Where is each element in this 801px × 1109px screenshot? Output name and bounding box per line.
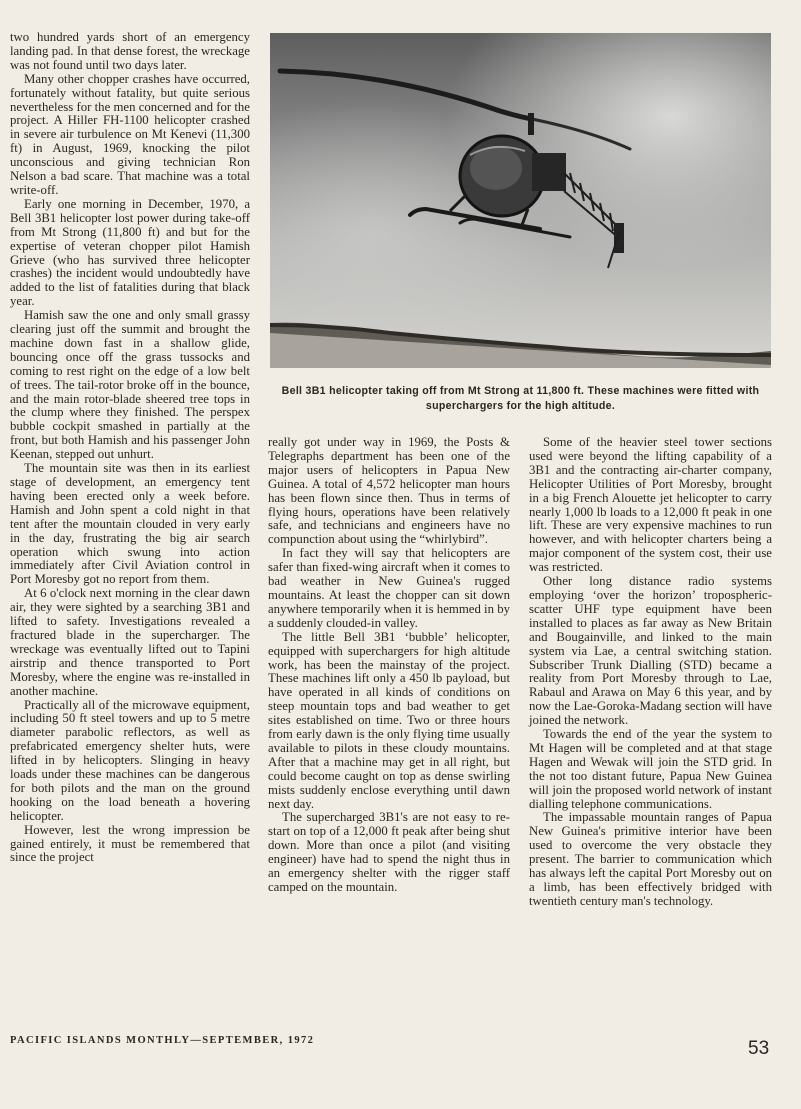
paragraph: The little Bell 3B1 ‘bubble’ helicopter, equipped with superchargers for high altitude work, has been the mainstay of the project. These machines lift only a 450 lb payload, but have operated in all kinds of conditions on steep mountain tops and bad weather to get sites established on time. Two or three hours from early dawn is the only flying time usually available to pilots in these cloudy mountains. After that a machine may get in all right, but could become caught on top as dense swirling mists suddenly enclose everything until dawn next day. bbox=[268, 629, 510, 811]
paragraph: two hundred yards short of an emergency landing pad. In that dense forest, the wreckage was not found until two days later. bbox=[10, 30, 250, 72]
paragraph: Early one morning in December, 1970, a Bell 3B1 helicopter lost power during take-off from Mt Strong (11,800 ft) and but for the expertise of veteran chopper pilot Hamish Grieve (who has survived three helicopter crashes) the incident would undoubtedly have added to the list of fatalities during that black year. bbox=[10, 196, 250, 309]
paragraph: The supercharged 3B1's are not easy to re-start on top of a 12,000 ft peak after being shut down. More than once a pilot (and visiting engineer) have had to spend the night thus in an emergency shelter with the rigger staff camped on the mountain. bbox=[268, 810, 510, 894]
paragraph: Hamish saw the one and only small grassy clearing just off the summit and brought the machine down fast in a shallow glide, bouncing once off the grass tussocks and coming to rest right on the edge of a low belt of trees. The tail-rotor broke off in the bounce, and the main rotor-blade sheered tree tops in the clump where they finished. The perspex bubble cockpit smashed in partially at the front, but both Hamish and his passenger John Keenan, stepped out unhurt. bbox=[10, 308, 250, 462]
paragraph: However, lest the wrong impression be gained entirely, it must be remembered that since the project bbox=[10, 822, 250, 865]
paragraph: Many other chopper crashes have occurred, fortunately without fatality, but quite serious nevertheless for the men concerned and for the project. A Hiller FH-1100 helicopter crashed in severe air turbulence on Mt Kenevi (11,300 ft) in August, 1969, knocking the pilot unconscious and giving technician Ron Nelson a bad scare. That machine was a total write-off. bbox=[10, 71, 250, 197]
magazine-footer: PACIFIC ISLANDS MONTHLY—SEPTEMBER, 1972 bbox=[10, 1035, 315, 1046]
paragraph: Towards the end of the year the system to Mt Hagen will be completed and at that stage Hagen and Wewak will join the STD grid. In the not too distant future, Papua New Guinea will join the proposed world network of instant dialling telephone communications. bbox=[529, 727, 772, 811]
paragraph: Practically all of the microwave equipment, including 50 ft steel towers and up to 5 metre diameter parabolic reflectors, as well as prefabricated emergency shelter huts, were lifted in by helicopters. Slinging in heavy loads under these machines can be dangerous for both pilots and the man on the ground hooking on the load beneath a hovering helicopter. bbox=[10, 697, 250, 823]
column-3 bbox=[529, 436, 772, 909]
paragraph: The impassable mountain ranges of Papua New Guinea's primitive interior have been used to overcome the very obstacle they present. The barrier to communication which has always left the capital Port Moresby out on a limb, has been effectively bridged with twentieth century man's technology. bbox=[529, 810, 772, 908]
photo-caption: Bell 3B1 helicopter taking off from Mt Strong at 11,800 ft. These machines were fitted with superchargers for the high altitude. bbox=[281, 385, 760, 412]
helicopter-photo bbox=[270, 33, 771, 368]
page-number: 53 bbox=[748, 1038, 770, 1059]
paragraph: really got under way in 1969, the Posts & Telegraphs department has been one of the major users of helicopters in Papua New Guinea. A total of 4,572 helicopter man hours has been flown since then. Thus in terms of flying hours, operations have been relatively safe, and technicians and engineers have no compunction about using the “whirlybird”. bbox=[268, 435, 510, 547]
paragraph: Other long distance radio systems employing ‘over the horizon’ tropospheric-scatter UHF type equipment have been installed to places as far away as New Britain and Bougainville, and linked to the main system via Lae, a central switching station. Subscriber Trunk Dialling (STD) became a reality from Port Moresby through to Lae, Rabaul and Arawa on May 6 this year, and by now the Lae-Goroka-Madang section will have joined the network. bbox=[529, 574, 772, 728]
paragraph: In fact they will say that helicopters are safer than fixed-wing aircraft when it comes to bad weather in New Guinea's rugged mountains. At least the chopper can sit down anywhere temporarily when it is hemmed in by a suddenly clouded-in valley. bbox=[268, 546, 511, 630]
paragraph: Some of the heavier steel tower sections used were beyond the lifting capability of a 3B1 and the contracting air-charter company, Helicopter Utilities of Port Moresby, brought in a big French Alouette jet helicopter to carry nearly 1,000 lb loads to a 12,000 ft peak in one lift. These are very expensive machines to run however, and with helicopter charters being a major component of the system cost, their use was restricted. bbox=[529, 435, 772, 575]
column-2 bbox=[268, 436, 510, 895]
paragraph: At 6 o'clock next morning in the clear dawn air, they were sighted by a searching 3B1 and lifted to safety. Investigations revealed a fractured blade in the supercharger. The wreckage was eventually lifted out to Tapini airstrip and thence transported to Port Moresby, where the engine was re-installed in another machine. bbox=[10, 586, 250, 698]
paragraph: The mountain site was then in its earliest stage of development, an emergency tent having been erected only a week before. Hamish and John spent a cold night in that tent after the mountain clouded in very early in the day, frustrating the big air search operation which swung into action immediately after Civil Aviation control in Port Moresby got no report from them. bbox=[10, 461, 250, 587]
column-1 bbox=[10, 31, 250, 865]
